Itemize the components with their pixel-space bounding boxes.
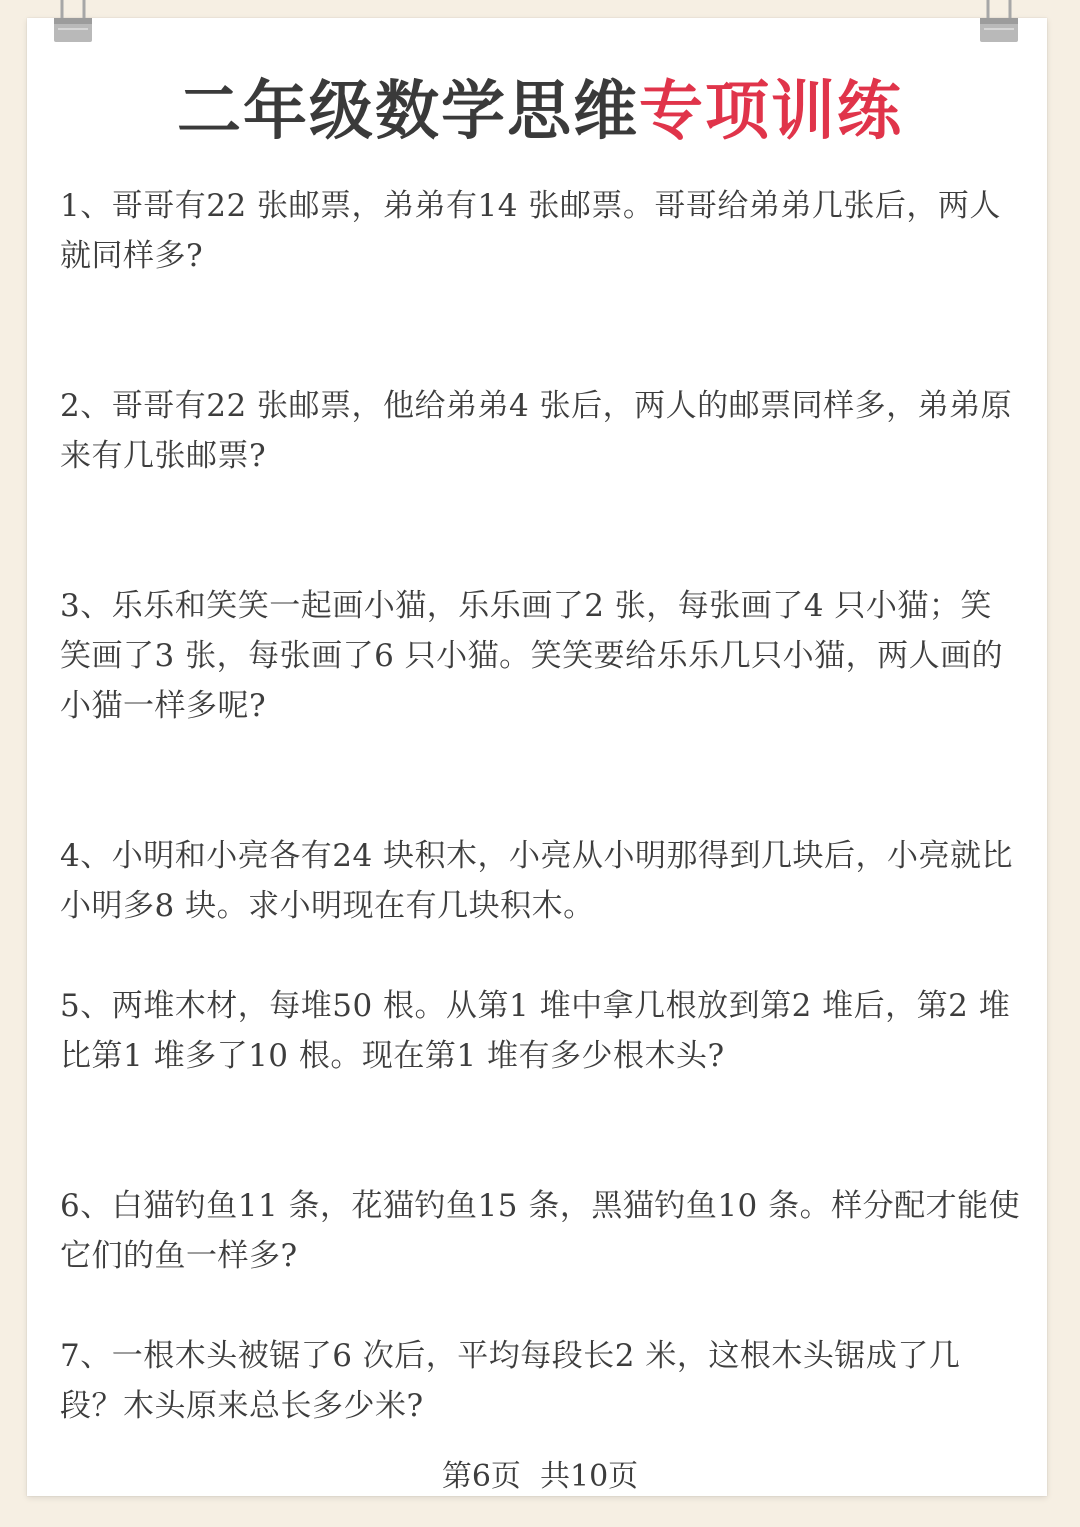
- question-1: 1、哥哥有22 张邮票，弟弟有14 张邮票。哥哥给弟弟几张后，两人就同样多?: [60, 188, 1001, 274]
- title-highlight: 专项训练: [639, 75, 903, 149]
- binder-clip-icon: [52, 0, 94, 44]
- page-title: [0, 70, 1080, 154]
- question-3: 3、乐乐和笑笑一起画小猫，乐乐画了2 张，每张画了4 只小猫；笑笑画了3 张，每张画了6 只小猫。笑笑要给乐乐几只小猫，两人画的小猫一样多呢?: [60, 588, 1004, 724]
- question-7: 7、一根木头被锯了6 次后，平均每段长2 米，这根木头锯成了几段？木头原来总长多少米?: [60, 1338, 961, 1424]
- question-4: 4、小明和小亮各有24 块积木，小亮从小明那得到几块后，小亮就比小明多8 块。求小明现在有几块积木。: [60, 838, 1014, 924]
- question-2: 2、哥哥有22 张邮票，他给弟弟4 张后，两人的邮票同样多，弟弟原来有几张邮票?: [60, 388, 1013, 474]
- binder-clip-icon: [978, 0, 1020, 44]
- question-6: 6、白猫钓鱼11 条，花猫钓鱼15 条，黑猫钓鱼10 条。样分配才能使它们的鱼一样多?: [60, 1188, 1021, 1274]
- question-5: 5、两堆木材，每堆50 根。从第1 堆中拿几根放到第2 堆后，第2 堆比第1 堆多了10 根。现在第1 堆有多少根木头?: [60, 988, 1011, 1074]
- title-main: 二年级数学思维: [177, 75, 639, 149]
- page-number: 第6页 共10页: [441, 1459, 639, 1494]
